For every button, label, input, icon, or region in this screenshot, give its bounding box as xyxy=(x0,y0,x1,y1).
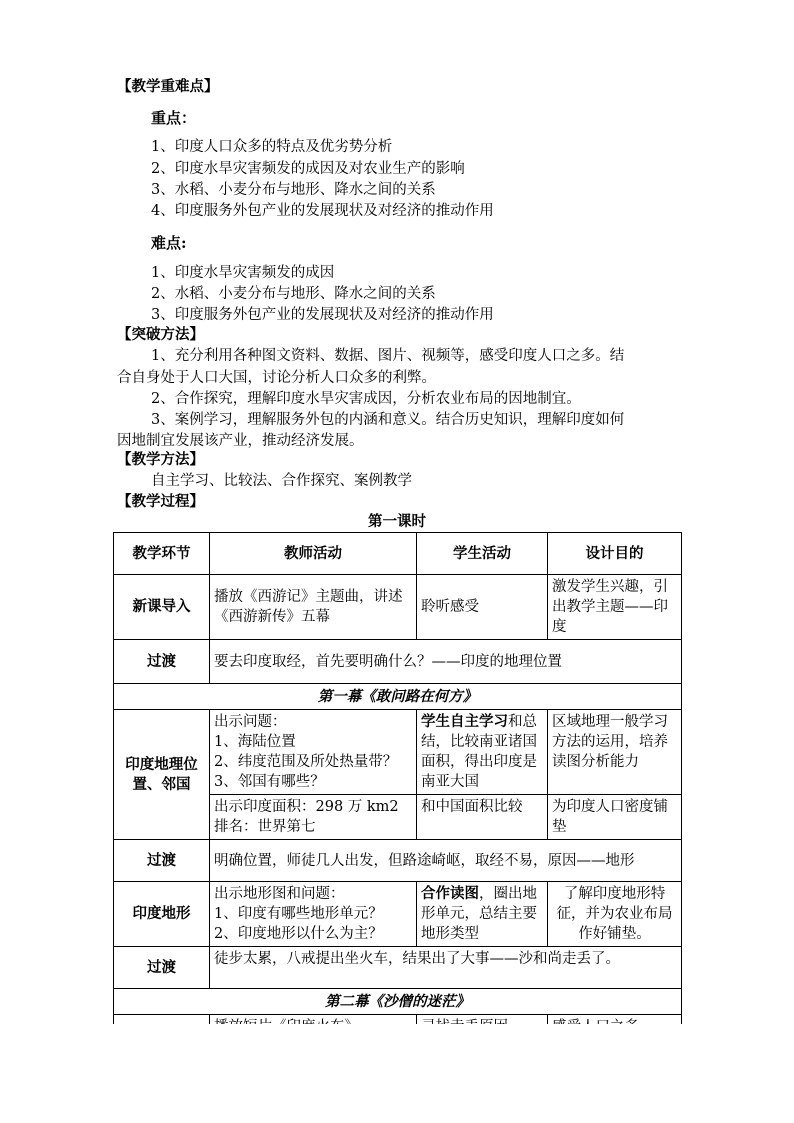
act-title-1: 第一幕《敢问路在何方》 xyxy=(114,684,682,710)
lesson-table xyxy=(113,532,682,1075)
transition-row-1 xyxy=(114,640,682,684)
terrain-stage: 印度地形 xyxy=(114,882,210,947)
header-teacher: 教师活动 xyxy=(210,533,417,575)
location-purpose: 区域地理一般学习方法的运用，培养读图分析能力 xyxy=(548,710,682,795)
transition-stage-2: 过渡 xyxy=(114,840,210,882)
breakthrough-line-4: 3、案例学习，理解服务外包的内涵和意义。结合历史知识，理解印度如何 xyxy=(151,412,625,428)
transition-stage-1: 过渡 xyxy=(114,640,210,684)
difficult-point-2: 2、水稻、小麦分布与地形、降水之间的关系 xyxy=(151,286,436,302)
location-stage: 印度地理位置、邻国 xyxy=(114,710,210,840)
location-teacher-line: 1、海陆位置 xyxy=(214,734,296,750)
terrain-row xyxy=(114,882,682,947)
area-student: 和中国面积比较 xyxy=(417,795,548,840)
location-teacher-line: 3、邻国有哪些？ xyxy=(214,774,325,790)
terrain-teacher-line: 2、印度地形以什么为主？ xyxy=(214,926,383,942)
area-teacher xyxy=(210,795,417,840)
breakthrough-line-3: 2、合作探究，理解印度水旱灾害成因，分析农业布局的因地制宜。 xyxy=(151,391,581,407)
key-point-2: 2、印度水旱灾害频发的成因及对农业生产的影响 xyxy=(151,161,465,177)
terrain-student xyxy=(417,882,548,947)
difficult-points-label: 难点: xyxy=(151,234,187,252)
transition-text-3: 徒步太累，八戒提出坐火车，结果出了大事——沙和尚走丢了。 xyxy=(210,947,682,989)
intro-row xyxy=(114,575,682,640)
location-student-rest: 和总结，比较南亚诸国面积，得出印度是南亚大国 xyxy=(421,714,537,790)
header-stage: 教学环节 xyxy=(114,533,210,575)
heading-method: 【教学方法】 xyxy=(117,451,204,468)
area-teacher-line: 排名：世界第七 xyxy=(214,819,316,835)
terrain-teacher-line: 出示地形图和问题： xyxy=(214,886,345,902)
page-bottom-margin xyxy=(113,1024,685,1123)
heading-key-difficult: 【教学重难点】 xyxy=(117,78,219,95)
terrain-purpose: 了解印度地形特征，并为农业布局作好铺垫。 xyxy=(548,882,682,947)
breakthrough-line-1: 1、充分利用各种图文资料、数据、图片、视频等，感受印度人口之多。结 xyxy=(151,348,625,364)
header-row xyxy=(114,533,682,575)
transition-row-3 xyxy=(114,947,682,989)
location-student-bold: 学生自主学习 xyxy=(421,713,508,730)
difficult-point-1: 1、印度水旱灾害频发的成因 xyxy=(151,265,335,281)
location-teacher xyxy=(210,710,417,795)
intro-student: 聆听感受 xyxy=(417,575,548,640)
location-teacher-line: 出示问题： xyxy=(214,714,287,730)
act-title-2: 第二幕《沙僧的迷茫》 xyxy=(114,989,682,1015)
area-purpose: 为印度人口密度铺垫 xyxy=(548,795,682,840)
act-row-2 xyxy=(114,989,682,1015)
heading-process: 【教学过程】 xyxy=(117,493,204,510)
terrain-student-bold: 合作读图 xyxy=(421,885,479,902)
intro-stage: 新课导入 xyxy=(114,575,210,640)
transition-row-2 xyxy=(114,840,682,882)
transition-stage-3: 过渡 xyxy=(114,947,210,989)
terrain-teacher xyxy=(210,882,417,947)
transition-text-1: 要去印度取经，首先要明确什么？——印度的地理位置 xyxy=(210,640,682,684)
intro-purpose: 激发学生兴趣，引出教学主题——印度 xyxy=(548,575,682,640)
transition-text-2: 明确位置，师徒几人出发，但路途崎岖，取经不易，原因——地形 xyxy=(210,840,682,882)
heading-breakthrough: 【突破方法】 xyxy=(117,326,204,343)
method-text: 自主学习、比较法、合作探究、案例教学 xyxy=(151,473,412,489)
lesson-title: 第一课时 xyxy=(368,513,426,530)
area-teacher-line: 出示印度面积：298 万 km2 xyxy=(214,799,399,815)
terrain-student-rest: ，圈出地形单元，总结主要地形类型 xyxy=(421,886,537,942)
header-student: 学生活动 xyxy=(417,533,548,575)
location-teacher-line: 2、纬度范围及所处热量带？ xyxy=(214,754,398,770)
key-point-4: 4、印度服务外包产业的发展现状及对经济的推动作用 xyxy=(151,203,494,219)
location-student xyxy=(417,710,548,795)
breakthrough-line-5: 因地制宜发展该产业，推动经济发展。 xyxy=(117,433,364,449)
difficult-point-3: 3、印度服务外包产业的发展现状及对经济的推动作用 xyxy=(151,307,494,323)
act-row-1 xyxy=(114,684,682,710)
key-point-1: 1、印度人口众多的特点及优劣势分析 xyxy=(151,139,393,155)
intro-teacher: 播放《西游记》主题曲，讲述《西游新传》五幕 xyxy=(210,575,417,640)
key-point-3: 3、水稻、小麦分布与地形、降水之间的关系 xyxy=(151,182,436,198)
location-row xyxy=(114,710,682,795)
breakthrough-line-2: 合自身处于人口大国，讨论分析人口众多的利弊。 xyxy=(117,370,436,386)
key-points-label: 重点： xyxy=(151,109,197,127)
terrain-teacher-line: 1、印度有哪些地形单元？ xyxy=(214,906,383,922)
header-purpose: 设计目的 xyxy=(548,533,682,575)
